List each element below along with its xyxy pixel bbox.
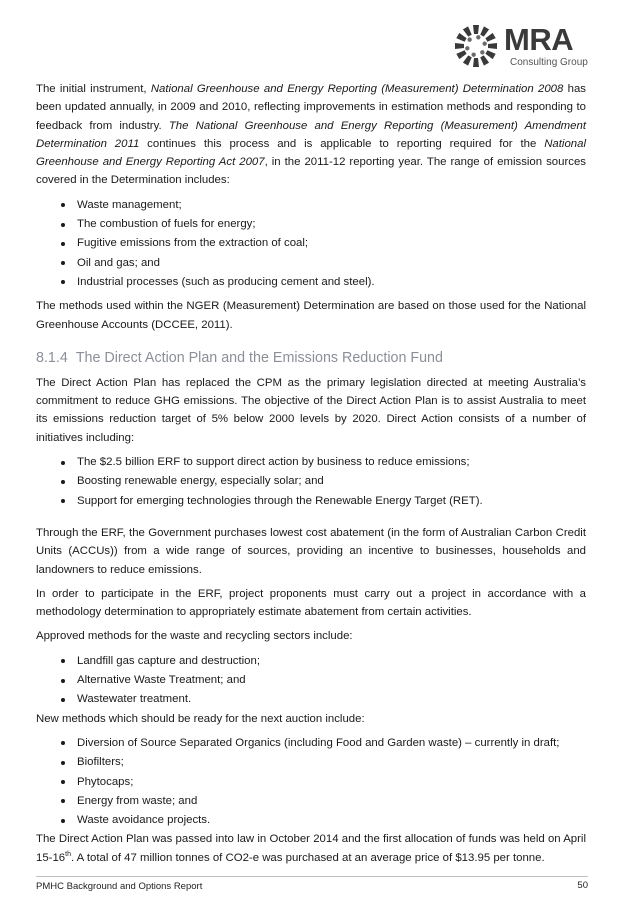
list-item: Diversion of Source Separated Organics (including Food and Garden waste) – currently in draft;	[36, 734, 586, 752]
section-number: 8.1.4	[36, 349, 68, 366]
initiatives-list	[36, 453, 586, 510]
erf-paragraph: Through the ERF, the Government purchases lowest cost abatement (in the form of Australian Carbon Credit Units (ACCUs)) from a wide range of sources, providing an incentive to businesses, households and landowners to reduce emissions.	[36, 526, 586, 576]
list-item: Energy from waste; and	[36, 792, 586, 810]
new-methods-list	[36, 734, 586, 829]
logo-name: MRA	[504, 22, 574, 57]
intro-paragraph	[36, 80, 586, 190]
list-item: Fugitive emissions from the extraction of coal;	[36, 234, 586, 252]
methods-paragraph: The methods used within the NGER (Measurement) Determination are based on those used for the National Greenhouse Accounts (DCCEE, 2011).	[36, 300, 586, 331]
intro-text-3: continues this process and is applicable to reporting required for the	[139, 137, 545, 150]
intro-text-2: has been updated annually, in 2009 and 2010, reflecting improvements in estimation methods and responding to feedback from industry.	[36, 83, 586, 132]
list-item: Wastewater treatment.	[36, 690, 586, 708]
approved-methods-list	[36, 652, 586, 709]
list-item: Alternative Waste Treatment; and	[36, 671, 586, 689]
final-paragraph	[36, 830, 586, 867]
company-logo	[452, 16, 614, 74]
participate-paragraph: In order to participate in the ERF, project proponents must carry out a project in accordance with a methodology determination to appropriately estimate abatement from certain activities.	[36, 587, 586, 619]
list-item: Boosting renewable energy, especially solar; and	[36, 472, 586, 490]
list-item: Waste management;	[36, 196, 586, 214]
list-item: Oil and gas; and	[36, 254, 586, 272]
list-item: Phytocaps;	[36, 773, 586, 791]
page-body	[36, 80, 586, 867]
list-item: Biofilters;	[36, 753, 586, 771]
list-item: The $2.5 billion ERF to support direct action by business to reduce emissions;	[36, 453, 586, 471]
section-title: The Direct Action Plan and the Emissions Reduction Fund	[75, 349, 443, 366]
intro-text-1: The initial instrument,	[36, 83, 151, 95]
final-text-2: . A total of 47 million tonnes of CO2-e was purchased at an average price of $13.95 per tonne.	[70, 851, 545, 864]
list-item: Landfill gas capture and destruction;	[36, 652, 586, 670]
footer-divider	[36, 876, 588, 877]
emission-sources-list	[36, 196, 586, 291]
direct-action-paragraph: The Direct Action Plan has replaced the CPM as the primary legislation directed at meeting Australia’s commitment to reduce GHG emissions. The objective of the Direct Action Plan is to assist Australia to meet its emissions reduction target of 5% below 2000 levels by 2020. Direct Action consists of a number of initiatives including:	[36, 376, 586, 444]
intro-text-4: , in the 2011-12 reporting year. The range of emission sources covered in the Determination includes:	[36, 156, 586, 187]
list-item: Waste avoidance projects.	[36, 811, 586, 829]
section-heading	[36, 348, 586, 368]
intro-citation-1: National Greenhouse and Energy Reporting (Measurement) Determination 2008	[150, 83, 564, 95]
list-item: The combustion of fuels for energy;	[36, 215, 586, 233]
footer-title: PMHC Background and Options Report	[36, 881, 203, 892]
list-item: Industrial processes (such as producing cement and steel).	[36, 273, 586, 291]
final-superscript: th	[65, 850, 71, 858]
new-methods-intro: New methods which should be ready for the next auction include:	[36, 712, 365, 725]
page-number: 50	[577, 880, 588, 891]
intro-citation-3: National Greenhouse and Energy Reporting Act 2007	[36, 137, 586, 169]
intro-citation-2: The National Greenhouse and Energy Reporting (Measurement) Amendment Determination 2011	[36, 119, 586, 150]
logo-starburst-icon	[452, 22, 500, 70]
final-text-1: The Direct Action Plan was passed into law in October 2014 and the first allocation of funds was held on April 15-16	[36, 833, 586, 864]
logo-subtitle: Consulting Group	[510, 57, 588, 68]
list-item: Support for emerging technologies through the Renewable Energy Target (RET).	[36, 492, 586, 510]
approved-methods-intro: Approved methods for the waste and recycling sectors include:	[36, 630, 353, 643]
